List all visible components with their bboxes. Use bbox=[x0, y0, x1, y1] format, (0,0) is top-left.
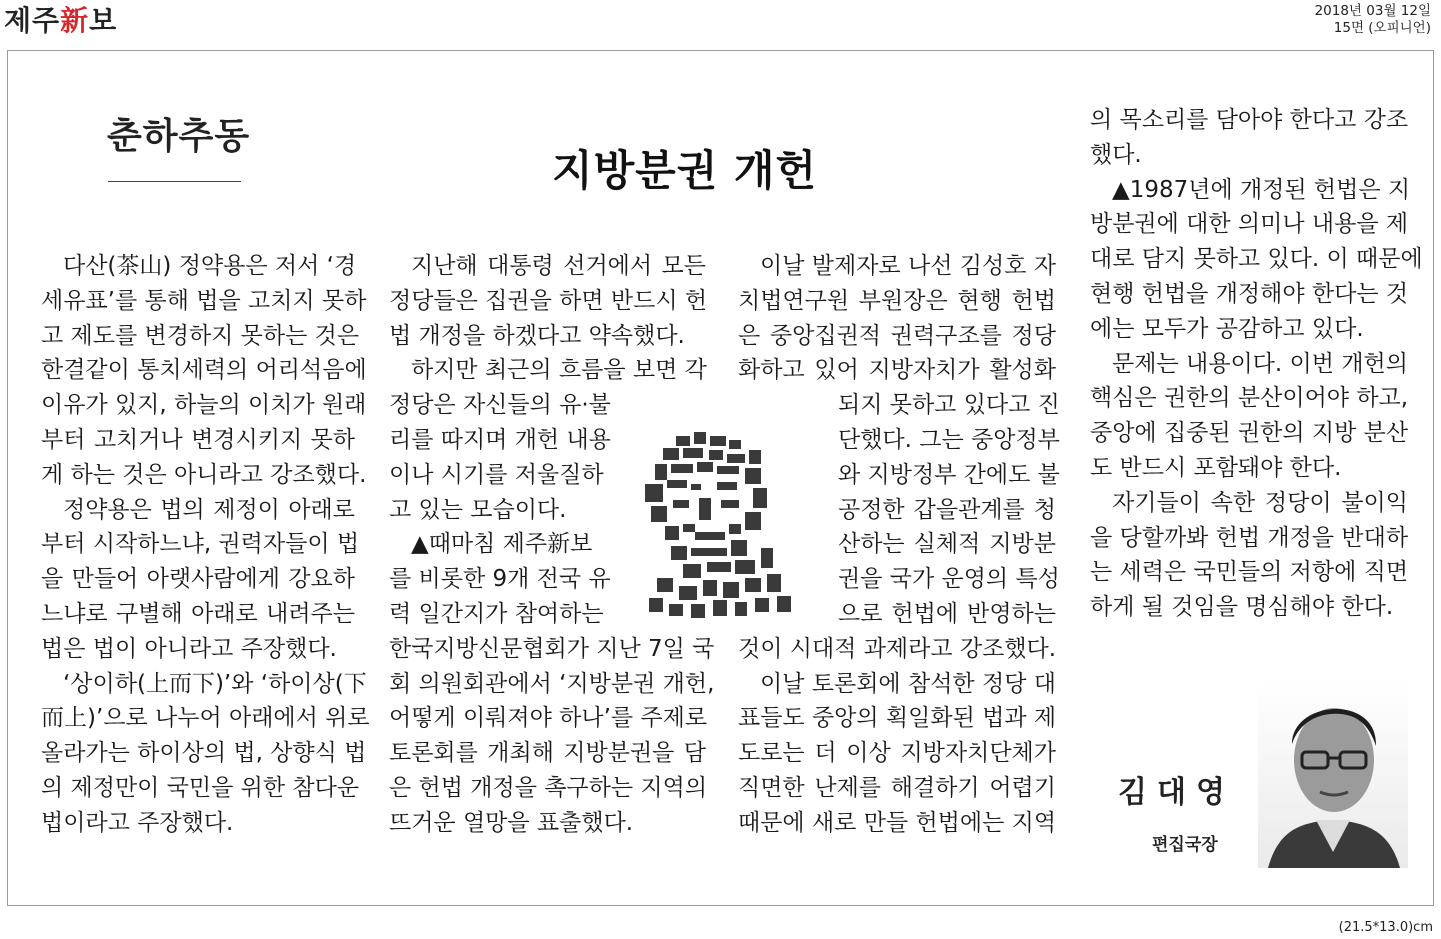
body-text-line: 을 당할까봐 헌법 개정을 반대하 bbox=[1090, 524, 1409, 551]
body-text-line: 토론회를 개최해 지방분권을 담 bbox=[389, 740, 706, 767]
body-text-line: 법 개정을 하겠다고 약속했다. bbox=[389, 322, 685, 349]
body-text-line: 단했다. 그는 중앙정부 bbox=[838, 426, 1060, 453]
body-text-line: 의 목소리를 담아야 한다고 강조 bbox=[1090, 107, 1409, 133]
body-text-line: 했다. bbox=[1090, 141, 1142, 168]
body-text-line: 화하고 있어 지방자치가 활성화 bbox=[738, 357, 1056, 384]
body-text-line: 다산(茶山) 정약용은 저서 ‘경 bbox=[63, 253, 357, 279]
headline: 지방분권 개헌 bbox=[552, 146, 818, 195]
body-text-line: 권을 국가 운영의 특성 bbox=[838, 566, 1060, 593]
body-text-line: 의 제정만이 국민을 위한 참다운 bbox=[41, 774, 360, 801]
body-text-line: 지난해 대통령 선거에서 모든 bbox=[411, 253, 706, 279]
body-text-line: 직면한 난제를 해결하기 어렵기 bbox=[738, 774, 1056, 801]
body-text-line: 정약용은 법의 제정이 아래로 bbox=[63, 496, 355, 523]
body-text-line: 고 있는 모습이다. bbox=[389, 496, 567, 523]
body-text-line: 회 의원회관에서 ‘지방분권 개헌, bbox=[389, 670, 715, 697]
body-text-line: 부터 고치거나 변경시키지 못하 bbox=[41, 426, 355, 453]
column-name-divider bbox=[108, 181, 241, 182]
body-text-line: 은 중앙집권적 권력구조를 정당 bbox=[738, 322, 1056, 349]
body-column-1 bbox=[41, 249, 370, 841]
body-text-line: 에는 모두가 공감하고 있다. bbox=[1090, 315, 1364, 342]
body-text-line: ‘상이하(上而下)’와 ‘하이상(下 bbox=[63, 670, 367, 697]
body-text-line: 되지 못하고 있다고 진 bbox=[838, 392, 1060, 419]
body-text-line: 고 제도를 변경하지 못하는 것은 bbox=[41, 322, 360, 349]
body-text-line: 이날 발제자로 나선 김성호 자 bbox=[760, 253, 1056, 279]
body-text-line: 때문에 새로 만들 헌법에는 지역 bbox=[738, 809, 1057, 836]
body-text-line: 는 세력은 국민들의 저항에 직면 bbox=[1090, 559, 1409, 586]
body-text-line: 느냐로 구별해 아래로 내려주는 bbox=[41, 600, 355, 627]
author-photo bbox=[1258, 682, 1408, 868]
body-text-line: 방분권에 대한 의미나 내용을 제 bbox=[1090, 211, 1409, 238]
body-text-line: 은 헌법 개정을 촉구하는 지역의 bbox=[389, 774, 708, 801]
body-text-line: 와 지방정부 간에도 불 bbox=[838, 461, 1060, 488]
body-text-line: 것이 시대적 과제라고 강조했다. bbox=[738, 635, 1057, 662]
column-name: 춘하추동 bbox=[107, 116, 251, 157]
body-text-line: 부터 시작하느냐, 권력자들이 법 bbox=[41, 531, 360, 558]
author-name: 김대영 bbox=[1118, 775, 1235, 810]
body-text-line: 법은 법이 아니라고 주장했다. bbox=[41, 635, 337, 662]
body-text-line: 리를 따지며 개헌 내용 bbox=[389, 426, 611, 453]
body-text-line: ▲1987년에 개정된 헌법은 지 bbox=[1112, 176, 1411, 203]
body-text-line: 뜨거운 열망을 표출했다. bbox=[389, 809, 634, 836]
body-text-line: 하지만 최근의 흐름을 보면 각 bbox=[411, 357, 707, 384]
body-text-line: 력 일간지가 참여하는 bbox=[389, 600, 604, 627]
body-text-line: 를 비롯한 9개 전국 유 bbox=[389, 566, 611, 593]
article-size-note: (21.5*13.0)cm bbox=[1338, 920, 1433, 935]
body-text-line: 한결같이 통치세력의 어리석음에 bbox=[41, 357, 367, 384]
body-text-line: 치법연구원 부원장은 현행 헌법 bbox=[738, 287, 1056, 314]
body-text-line: ▲때마침 제주新보 bbox=[411, 531, 593, 558]
issue-date: 2018년 03월 12일 bbox=[1314, 3, 1431, 19]
logo-text-2: 新 bbox=[60, 4, 90, 37]
body-text-line: 표들도 중앙의 획일화된 법과 제 bbox=[738, 705, 1057, 732]
caricature-illustration-icon bbox=[621, 428, 809, 620]
body-text-line: 도로는 더 이상 지방자치단체가 bbox=[738, 740, 1056, 767]
body-text-line: 게 하는 것은 아니라고 강조했다. bbox=[41, 461, 367, 488]
body-text-line: 공정한 갑을관계를 청 bbox=[838, 496, 1056, 523]
body-text-line: 으로 헌법에 반영하는 bbox=[838, 600, 1056, 627]
body-text-line: 핵심은 권한의 분산이어야 하고, bbox=[1090, 385, 1409, 412]
body-text-line: 어떻게 이뤄져야 하나’를 주제로 bbox=[389, 705, 708, 732]
logo-text-1: 제주 bbox=[4, 4, 61, 37]
body-text-line: 법이라고 주장했다. bbox=[41, 809, 234, 836]
body-column-4 bbox=[1090, 103, 1423, 625]
body-text-line: 정당은 자신들의 유·불 bbox=[389, 392, 611, 419]
logo-text-3: 보 bbox=[89, 4, 118, 37]
newspaper-logo bbox=[4, 2, 117, 36]
author-title: 편집국장 bbox=[1152, 835, 1218, 855]
body-text-line: 현행 헌법을 개정해야 한다는 것 bbox=[1090, 280, 1409, 307]
body-text-line: 정당들은 집권을 하면 반드시 헌 bbox=[389, 287, 708, 314]
body-text-line: 자기들이 속한 정당이 불이익 bbox=[1112, 489, 1408, 516]
body-text-line: 을 만들어 아랫사람에게 강요하 bbox=[41, 566, 355, 593]
body-text-line: 산하는 실체적 지방분 bbox=[838, 531, 1056, 558]
body-text-line: 대로 담지 못하고 있다. 이 때문에 bbox=[1090, 246, 1423, 273]
body-text-line: 하게 될 것임을 명심해야 한다. bbox=[1090, 594, 1394, 621]
body-text-line: 이나 시기를 저울질하 bbox=[389, 461, 604, 488]
body-text-line: 올라가는 하이상의 법, 상향식 법 bbox=[41, 740, 367, 767]
body-text-line: 세유표’를 통해 법을 고치지 못하 bbox=[41, 287, 367, 314]
body-text-line: 도 반드시 포함돼야 한다. bbox=[1090, 454, 1342, 481]
body-text-line: 한국지방신문협회가 지난 7일 국 bbox=[389, 635, 715, 662]
issue-page: 15면 (오피니언) bbox=[1333, 20, 1431, 36]
body-text-line: 而上)’으로 나누어 아래에서 위로 bbox=[41, 705, 370, 732]
body-text-line: 중앙에 집중된 권한의 지방 분산 bbox=[1090, 420, 1409, 447]
body-text-line: 이날 토론회에 참석한 정당 대 bbox=[760, 670, 1056, 697]
issue-meta bbox=[1315, 3, 1431, 37]
body-text-line: 문제는 내용이다. 이번 개헌의 bbox=[1112, 350, 1408, 377]
body-text-line: 이유가 있지, 하늘의 이치가 원래 bbox=[41, 392, 367, 419]
